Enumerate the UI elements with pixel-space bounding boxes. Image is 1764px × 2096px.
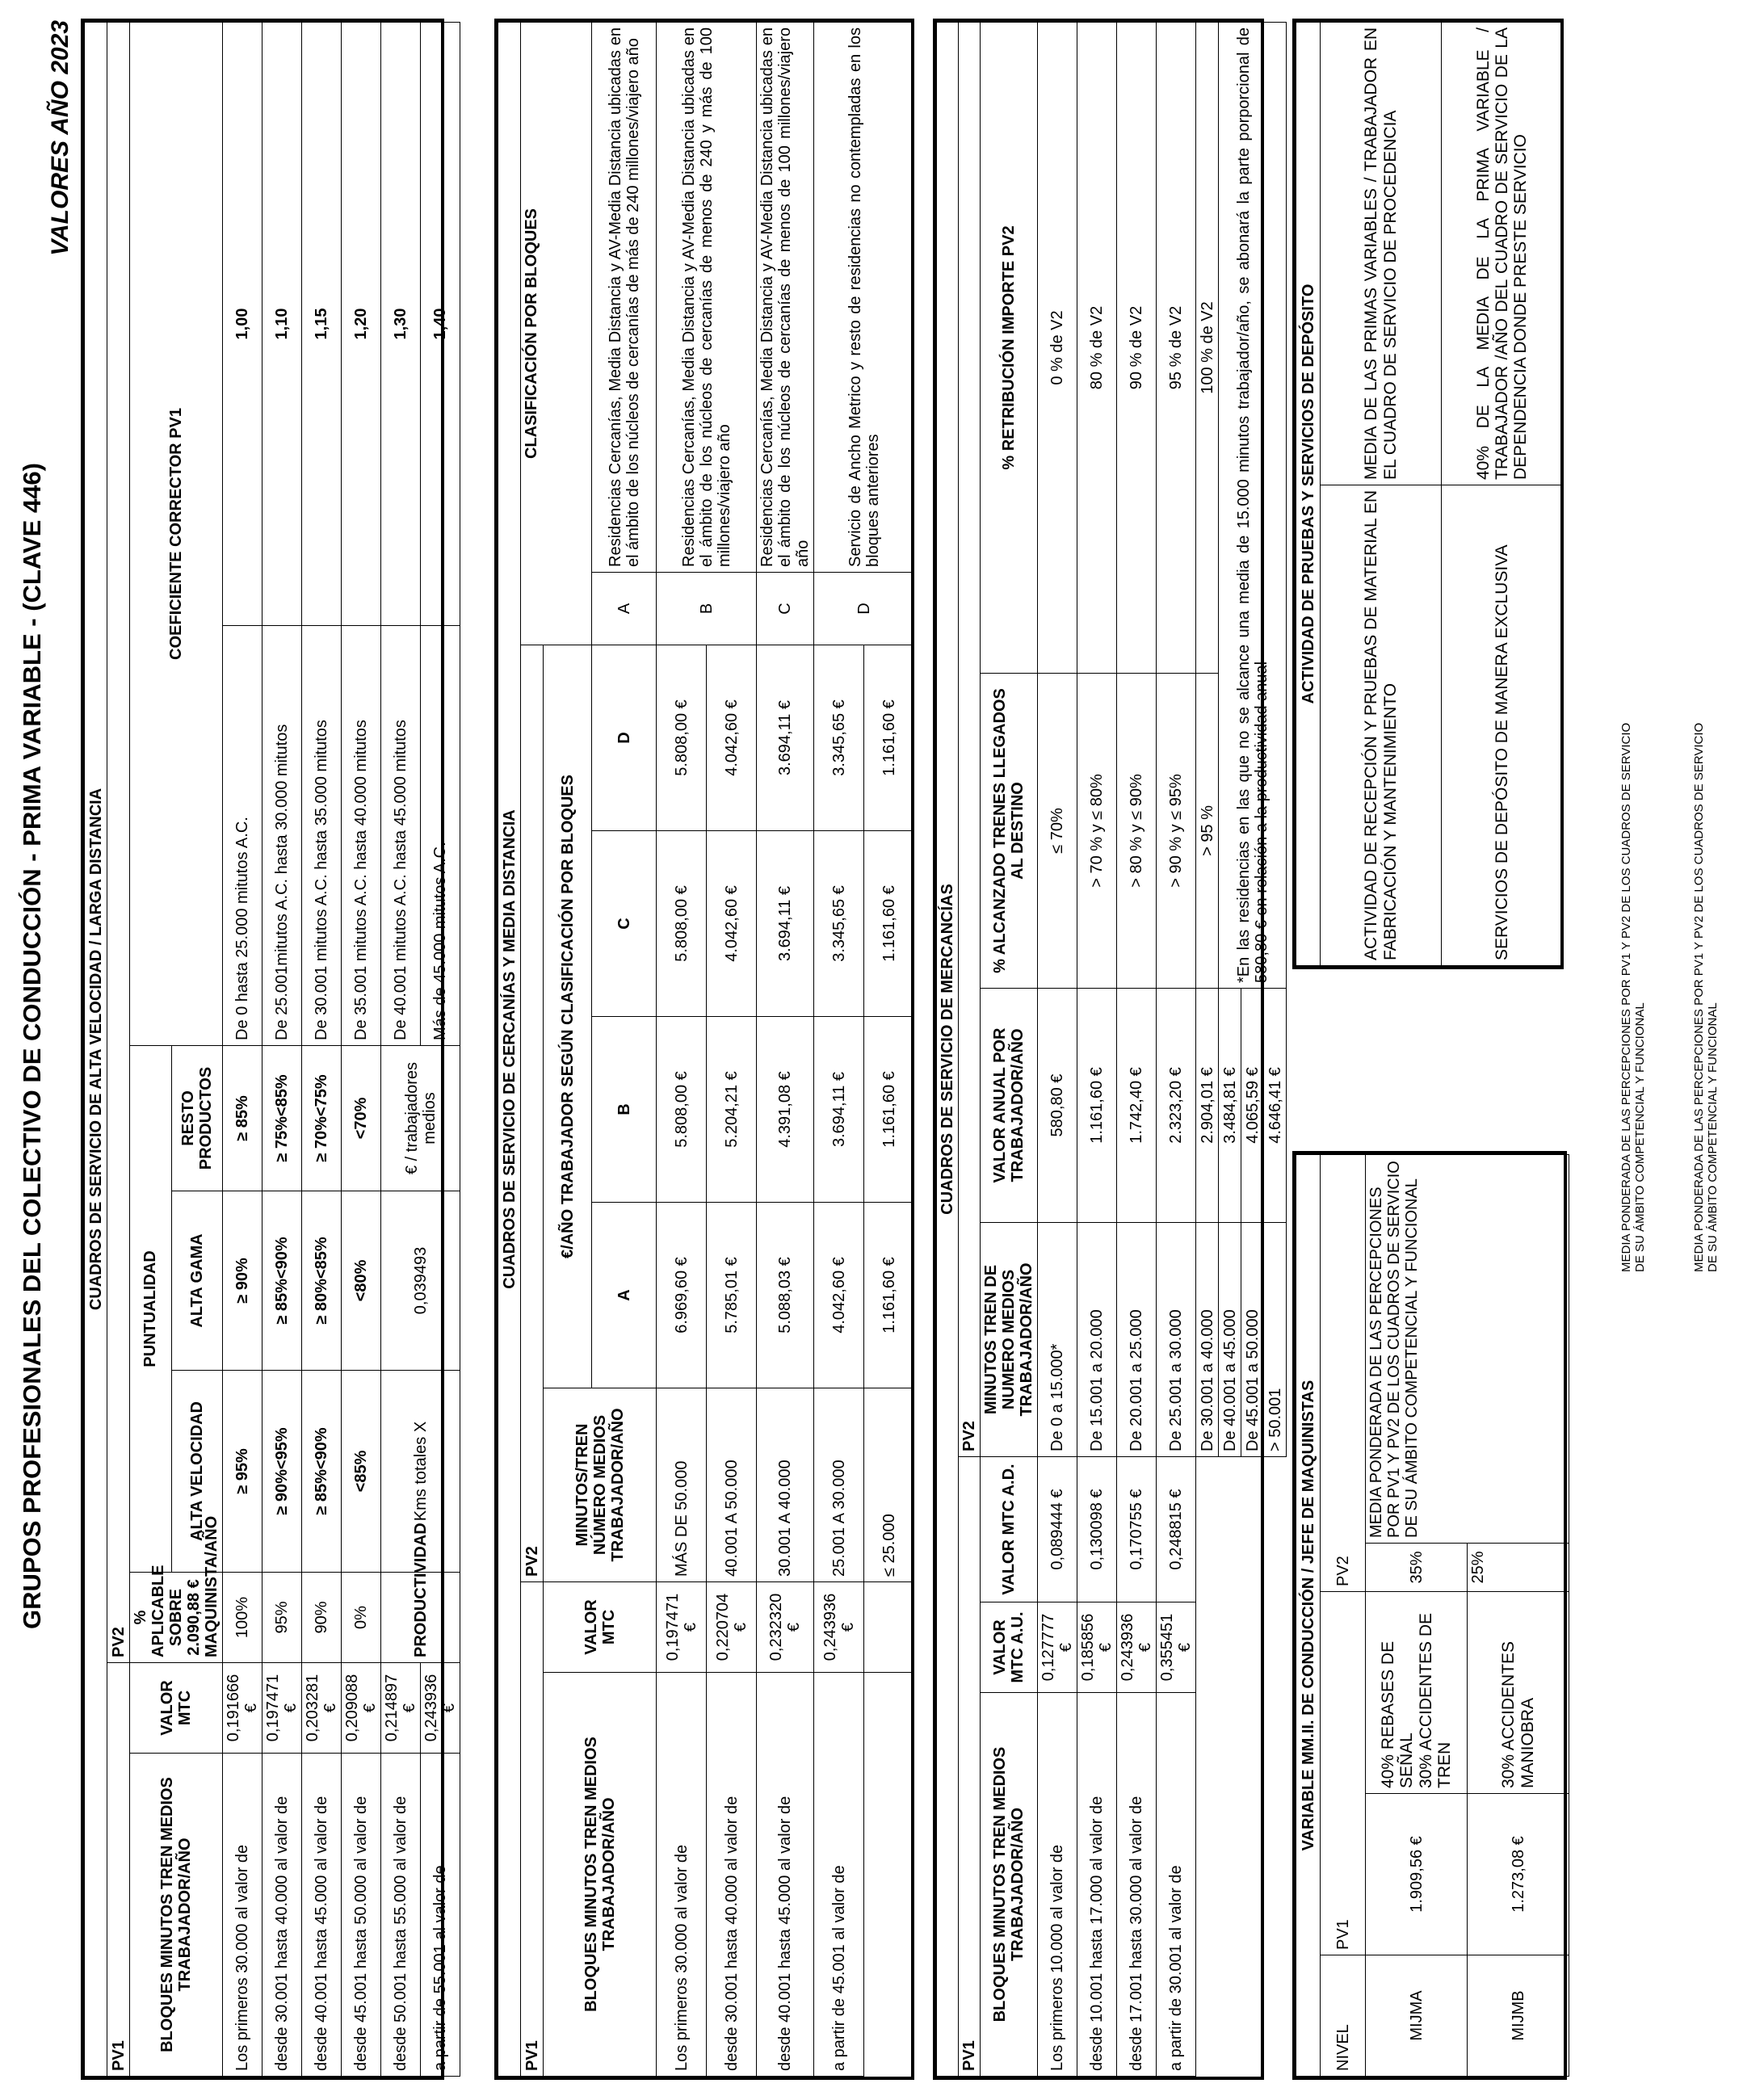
act-row bbox=[1442, 23, 1563, 966]
cer-val-b: 1.161,60 € bbox=[864, 1017, 914, 1203]
av-resto: <70% bbox=[342, 1046, 381, 1191]
merc-pv1-label: PV1 bbox=[959, 1457, 981, 2077]
merc-valor-ad: 0,170755 € bbox=[1117, 1457, 1157, 1602]
mercancias-section bbox=[933, 19, 1284, 2080]
av-alta-gama: <80% bbox=[342, 1191, 381, 1371]
av-alta-velocidad: <85% bbox=[342, 1371, 381, 1573]
merc-anual: 4.646,41 € bbox=[1264, 989, 1287, 1223]
merc-minutos: De 0 a 15.000* bbox=[1038, 1223, 1077, 1457]
notes-block bbox=[1619, 707, 1764, 1272]
cer-val-c: 3.694,11 € bbox=[757, 831, 814, 1017]
merc-retrib: 90 % de V2 bbox=[1117, 23, 1157, 674]
cer-minutos: MÁS DE 50.000 bbox=[657, 1388, 707, 1582]
cer-header-valor: VALOR MTC bbox=[544, 1582, 657, 1673]
av-coef-desc: De 35.001 mitutos A.C. hasta 40.000 mitutos bbox=[342, 626, 381, 1046]
merc-header-alcanzado: % ALCANZADO TRENES LLEGADOS AL DESTINO bbox=[981, 674, 1038, 989]
av-row bbox=[223, 23, 262, 2077]
act-banner: ACTIVIDAD DE PRUEBAS Y SERVICIOS DE DEPÓSITO bbox=[1296, 23, 1321, 966]
merc-retrib: 100 % de V2 bbox=[1196, 23, 1219, 674]
av-productividad-label: PRODUCTIVIDAD bbox=[381, 1573, 460, 1663]
act-left: ACTIVIDAD DE RECEPCIÓN Y PRUEBAS DE MATERIAL EN FABRICACIÓN Y MANTENIMIENTO bbox=[1321, 485, 1442, 966]
cer-clasif-letter: B bbox=[657, 573, 757, 645]
cer-clasif-letter: A bbox=[592, 573, 657, 645]
av-alta-velocidad: ≥ 90%<95% bbox=[262, 1371, 302, 1573]
av-bloque: a partir de 55.001 al valor de bbox=[421, 1754, 460, 2077]
av-valor: 0,191666 € bbox=[223, 1663, 262, 1754]
merc-valor-au: 0,355451 € bbox=[1157, 1602, 1196, 1693]
cer-valor: 0,243936 € bbox=[814, 1582, 864, 1673]
jefe-item: 30% ACCIDENTES MANIOBRA bbox=[1499, 1640, 1537, 1788]
merc-header-valor-au: VALOR MTC A.U. bbox=[981, 1602, 1038, 1693]
cer-minutos: ≤ 25.000 bbox=[864, 1388, 914, 1582]
merc-alcanzado: > 95 % bbox=[1196, 674, 1219, 989]
cer-val-c: 1.161,60 € bbox=[864, 831, 914, 1017]
merc-minutos: De 40.001 a 45.000 bbox=[1219, 1223, 1241, 1457]
cer-val-d: 3.345,65 € bbox=[814, 645, 864, 831]
cer-val-a: 5.785,01 € bbox=[707, 1203, 757, 1388]
merc-anual: 580,80 € bbox=[1038, 989, 1077, 1223]
jefe-amount: 1.273,08 € bbox=[1468, 1794, 1569, 1955]
merc-anual: 2.323,20 € bbox=[1157, 989, 1196, 1223]
page-title: GRUPOS PROFESIONALES DEL COLECTIVO DE CONDUCCIÓN - PRIMA VARIABLE - (CLAVE 446) bbox=[18, 463, 46, 1629]
merc-bloque: Los primeros 10.000 al valor de bbox=[1038, 1693, 1077, 2077]
merc-bloque: desde 17.001 hasta 30.000 al valor de bbox=[1117, 1693, 1157, 2077]
jefe-pct: 35% bbox=[1366, 1544, 1468, 1592]
av-pv2-label: PV2 bbox=[107, 23, 130, 1663]
av-banner: CUADROS DE SERVICIO DE ALTA VELOCIDAD / LARGA DISTANCIA bbox=[85, 23, 107, 2077]
merc-row bbox=[1157, 23, 1196, 2077]
merc-valor-ad: 0,248815 € bbox=[1157, 1457, 1196, 1602]
cer-val-a: 6.969,60 € bbox=[657, 1203, 707, 1388]
cer-clasif-letter: D bbox=[814, 573, 914, 645]
jefe-pv1-label: PV1 bbox=[1321, 1592, 1366, 1955]
av-header-alta-velocidad: ALTA VELOCIDAD bbox=[171, 1371, 222, 1573]
cer-val-b: 5.204,21 € bbox=[707, 1017, 757, 1203]
merc-alcanzado: ≤ 70% bbox=[1038, 674, 1077, 989]
act-left: SERVICIOS DE DEPÓSITO DE MANERA EXCLUSIVA bbox=[1442, 485, 1563, 966]
merc-row bbox=[1117, 23, 1157, 2077]
av-bloque: desde 40.001 hasta 45.000 al valor de bbox=[302, 1754, 342, 2077]
cer-minutos: 40.001 A 50.000 bbox=[707, 1388, 757, 1582]
cer-val-d: 5.808,00 € bbox=[657, 645, 707, 831]
jefe-nivel-header: NIVEL bbox=[1321, 1955, 1366, 2077]
av-pct: 0% bbox=[342, 1573, 381, 1663]
av-alta-gama: ≥ 85%<90% bbox=[262, 1191, 302, 1371]
merc-pv2-label: PV2 bbox=[959, 23, 981, 1457]
cer-pv1-label: PV1 bbox=[521, 1582, 544, 2077]
cer-clasif-letter: C bbox=[757, 573, 814, 645]
cer-header-b: B bbox=[592, 1017, 657, 1203]
merc-valor-au: 0,243936 € bbox=[1117, 1602, 1157, 1693]
cer-val-a: 1.161,60 € bbox=[864, 1203, 914, 1388]
jefe-item: 40% REBASES DE SEÑAL bbox=[1379, 1640, 1417, 1788]
av-row bbox=[342, 23, 381, 2077]
merc-row bbox=[1077, 23, 1117, 2077]
merc-alcanzado: > 70 % y ≤ 80% bbox=[1077, 674, 1117, 989]
av-alta-gama: ≥ 80%<85% bbox=[302, 1191, 342, 1371]
av-bloque: desde 45.001 hasta 50.000 al valor de bbox=[342, 1754, 381, 2077]
merc-valor-au: 0,127777 € bbox=[1038, 1602, 1077, 1693]
cer-val-c: 4.042,60 € bbox=[707, 831, 757, 1017]
av-alta-velocidad: ≥ 95% bbox=[223, 1371, 262, 1573]
av-coef-desc: De 0 hasta 25.000 mitutos A.C. bbox=[223, 626, 262, 1046]
cer-minutos: 25.001 A 30.000 bbox=[814, 1388, 864, 1582]
merc-header-retrib: % RETRIBUCIÓN IMPORTE PV2 bbox=[981, 23, 1038, 674]
cer-val-b: 3.694,11 € bbox=[814, 1017, 864, 1203]
cer-header-d: D bbox=[592, 645, 657, 831]
merc-anual: 4.065,59 € bbox=[1241, 989, 1264, 1223]
cer-val-d: 4.042,60 € bbox=[707, 645, 757, 831]
merc-row bbox=[1038, 23, 1077, 2077]
av-alta-velocidad: ≥ 85%<90% bbox=[302, 1371, 342, 1573]
cer-val-b: 5.808,00 € bbox=[657, 1017, 707, 1203]
cer-clasif-text: Residencias Cercanías, Media Distancia y AV-Media Distancia ubicadas en el ámbito de los núcleos de cercanías de más de 240 millones/viajero año bbox=[592, 23, 657, 573]
merc-anual: 1.161,60 € bbox=[1077, 989, 1117, 1223]
cer-clasif-text: Residencias Cercanías, Media Distancia y AV-Media Distancia ubicadas en el ámbito de los núcleos de cercanías de menos de 100 millones/viajero año bbox=[757, 23, 814, 573]
av-pv1-label: PV1 bbox=[107, 1663, 130, 2077]
av-header-alta-gama: ALTA GAMA bbox=[171, 1191, 222, 1371]
merc-note: *En las residencias en las que no se alcance una media de 15.000 minutos trabajador/año, se abonará la parte porporcional de 580,80 € en relación a la productividad anual bbox=[1219, 23, 1287, 989]
av-productividad-unit: € / trabajadores medios bbox=[381, 1046, 460, 1191]
cercanias-section bbox=[494, 19, 914, 2080]
cer-header-eur: €/AÑO TRABAJADOR SEGÚN CLASIFICACIÓN POR BLOQUES bbox=[544, 645, 592, 1388]
cer-val-d: 1.161,60 € bbox=[864, 645, 914, 831]
av-coef-value: 1,15 bbox=[302, 23, 342, 626]
merc-bloque: a partir de 30.001 al valor de bbox=[1157, 1693, 1196, 2077]
merc-minutos: De 25.001 a 30.000 bbox=[1157, 1223, 1196, 1457]
merc-bloque: desde 10.001 hasta 17.000 al valor de bbox=[1077, 1693, 1117, 2077]
cer-header-clasif: CLASIFICACIÓN POR BLOQUES bbox=[521, 23, 592, 645]
jefe-item: 30% ACCIDENTES DE TREN bbox=[1416, 1612, 1454, 1788]
merc-retrib: 95 % de V2 bbox=[1157, 23, 1196, 674]
av-coef-value: 1,30 bbox=[381, 23, 421, 626]
av-resto: ≥ 85% bbox=[223, 1046, 262, 1191]
note-text: MEDIA PONDERADA DE LAS PERCEPCIONES POR PV1 Y PV2 DE LOS CUADROS DE SERVICIO DE SU ÁMBITO COMPETENCIAL Y FUNCIONAL bbox=[1691, 722, 1720, 1272]
av-alta-gama: ≥ 90% bbox=[223, 1191, 262, 1371]
cer-val-c: 3.345,65 € bbox=[814, 831, 864, 1017]
jefe-maquinistas-section bbox=[1292, 1151, 1567, 2080]
merc-retrib: 0 % de V2 bbox=[1038, 23, 1077, 674]
cer-val-d: 3.694,11 € bbox=[757, 645, 814, 831]
cer-valor: 0,220704 € bbox=[707, 1582, 757, 1673]
cer-val-b: 4.391,08 € bbox=[757, 1017, 814, 1203]
av-coef-value: 1,20 bbox=[342, 23, 381, 626]
jefe-banner: VARIABLE MM.II. DE CONDUCCIÓN / JEFE DE MAQUINISTAS bbox=[1296, 1155, 1321, 2077]
merc-minutos: De 45.001 a 50.000 bbox=[1241, 1223, 1264, 1457]
av-coef-value: 1,40 bbox=[421, 23, 460, 626]
av-valor: 0,214897 € bbox=[381, 1663, 421, 1754]
cer-clasif-text: Residencias Cercanías, Media Distancia y AV-Media Distancia ubicadas en el ámbito de los núcleos de cercanías de menos de 240 y más de 100 millones/viajero año bbox=[657, 23, 757, 573]
merc-header-bloques: BLOQUES MINUTOS TREN MEDIOS TRABAJADOR/AÑO bbox=[981, 1693, 1038, 2077]
cer-bloque: Los primeros 30.000 al valor de bbox=[657, 1673, 707, 2077]
cer-header-bloques: BLOQUES MINUTOS TREN MEDIOS TRABAJADOR/AÑO bbox=[544, 1673, 657, 2077]
cer-row bbox=[814, 23, 864, 2077]
cer-row bbox=[657, 23, 707, 2077]
av-header-puntualidad: PUNTUALIDAD bbox=[130, 1046, 172, 1573]
act-right: 40% DE LA MEDIA DE LA PRIMA VARIABLE / TRABAJADOR /AÑO DEL CUADRO DE SERVICIO DE LA DEPENDENCIA DONDE PRESTE SERVICIO bbox=[1442, 23, 1563, 485]
cer-header-a: A bbox=[592, 1203, 657, 1388]
cer-valor: 0,197471 € bbox=[657, 1582, 707, 1673]
av-bloque: Los primeros 30.000 al valor de bbox=[223, 1754, 262, 2077]
merc-valor-au: 0,185856 € bbox=[1077, 1602, 1117, 1693]
av-bloque: desde 50.001 hasta 55.000 al valor de bbox=[381, 1754, 421, 2077]
year-label: VALORES AÑO 2023 bbox=[47, 20, 74, 256]
merc-retrib: 80 % de V2 bbox=[1077, 23, 1117, 674]
av-valor: 0,243936 € bbox=[421, 1663, 460, 1754]
av-coef-desc: De 25.001mitutos A.C. hasta 30.000 mitutos bbox=[262, 626, 302, 1046]
av-pct: 100% bbox=[223, 1573, 262, 1663]
merc-valor-ad: 0,130098 € bbox=[1077, 1457, 1117, 1602]
cer-minutos: 30.001 A 40.000 bbox=[757, 1388, 814, 1582]
jefe-pv2-text: MEDIA PONDERADA DE LAS PERCEPCIONES POR PV1 Y PV2 DE LOS CUADROS DE SERVICIO DE SU ÁMBITO COMPETENCIAL Y FUNCIONAL bbox=[1366, 1155, 1569, 1544]
av-valor: 0,209088 € bbox=[342, 1663, 381, 1754]
av-header-coef: COEFICIENTE CORRECTOR PV1 bbox=[130, 23, 223, 1046]
av-coef-desc: Más de 45.000 mitutos A.C. bbox=[421, 626, 460, 1046]
merc-header-anual: VALOR ANUAL POR TRABAJADOR/AÑO bbox=[981, 989, 1038, 1223]
merc-anual: 2.904,01 € bbox=[1196, 989, 1219, 1223]
merc-minutos: De 15.001 a 20.000 bbox=[1077, 1223, 1117, 1457]
av-valor: 0,197471 € bbox=[262, 1663, 302, 1754]
av-coef-desc: De 40.001 mitutos A.C. hasta 45.000 mitutos bbox=[381, 626, 421, 1046]
cer-banner: CUADROS DE SERVICIO DE CERCANÍAS Y MEDIA DISTANCIA bbox=[498, 23, 521, 2077]
merc-minutos: De 30.001 a 40.000 bbox=[1196, 1223, 1219, 1457]
cer-bloque: desde 40.001 hasta 45.000 al valor de bbox=[757, 1673, 814, 2077]
cer-val-a: 5.088,03 € bbox=[757, 1203, 814, 1388]
act-right: MEDIA DE LAS PRIMAS VARIABLES / TRABAJADOR EN EL CUADRO DE SERVICIO DE PROCEDENCIA bbox=[1321, 23, 1442, 485]
jefe-row bbox=[1366, 1155, 1468, 2077]
note-text: MEDIA PONDERADA DE LAS PERCEPCIONES POR PV1 Y PV2 DE LOS CUADROS DE SERVICIO DE SU ÁMBITO COMPETENCIAL Y FUNCIONAL bbox=[1619, 722, 1648, 1272]
av-productividad-factor: 0,039493 bbox=[381, 1191, 460, 1371]
cer-clasif-text: Servicio de Ancho Metrico y resto de residencias no contempladas en los bloques anteriores bbox=[814, 23, 914, 573]
merc-row bbox=[1196, 23, 1219, 2077]
cer-val-c: 5.808,00 € bbox=[657, 831, 707, 1017]
av-bloque: desde 30.001 hasta 40.000 al valor de bbox=[262, 1754, 302, 2077]
cer-header-minutos: MINUTOS/TREN NÚMERO MEDIOS TRABAJADOR/AÑO bbox=[544, 1388, 657, 1582]
av-row bbox=[302, 23, 342, 2077]
actividad-section bbox=[1292, 19, 1564, 969]
av-header-resto: RESTO PRODUCTOS bbox=[171, 1046, 222, 1191]
av-header-aplicable: % APLICABLE SOBRE 2.090,88 € MAQUINISTA/AÑO bbox=[130, 1573, 223, 1663]
cer-row bbox=[757, 23, 814, 2077]
jefe-nivel: MIJMB bbox=[1468, 1955, 1569, 2077]
cer-val-a: 4.042,60 € bbox=[814, 1203, 864, 1388]
merc-minutos: De 20.001 a 25.000 bbox=[1117, 1223, 1157, 1457]
av-valor: 0,203281 € bbox=[302, 1663, 342, 1754]
jefe-pct: 25% bbox=[1468, 1544, 1569, 1592]
av-pct: 90% bbox=[302, 1573, 342, 1663]
av-resto: ≥ 75%<85% bbox=[262, 1046, 302, 1191]
merc-banner: CUADROS DE SERVICIO DE MERCANCÍAS bbox=[937, 23, 959, 2077]
av-productividad-kms: Kms totales X bbox=[381, 1371, 460, 1573]
merc-alcanzado: > 90 % y ≤ 95% bbox=[1157, 674, 1196, 989]
merc-anual: 1.742,40 € bbox=[1117, 989, 1157, 1223]
av-header-bloques: BLOQUES MINUTOS TREN MEDIOS TRABAJADOR/AÑO bbox=[130, 1754, 223, 2077]
av-row bbox=[381, 23, 421, 2077]
merc-header-valor-ad: VALOR MTC A.D. bbox=[981, 1457, 1038, 1602]
jefe-amount: 1.909,56 € bbox=[1366, 1794, 1468, 1955]
av-resto: ≥ 70%<75% bbox=[302, 1046, 342, 1191]
cer-bloque: desde 30.001 hasta 40.000 al valor de bbox=[707, 1673, 757, 2077]
cer-bloque: a partir de 45.001 al valor de bbox=[814, 1673, 864, 2077]
jefe-pv2-label: PV2 bbox=[1321, 1155, 1366, 1592]
jefe-nivel: MIJMA bbox=[1366, 1955, 1468, 2077]
cer-valor: 0,232320 € bbox=[757, 1582, 814, 1673]
alta-velocidad-section bbox=[81, 19, 458, 2080]
av-row bbox=[262, 23, 302, 2077]
merc-anual: 3.484,81 € bbox=[1219, 989, 1241, 1223]
av-coef-value: 1,10 bbox=[262, 23, 302, 626]
cer-pv2-label: PV2 bbox=[521, 645, 544, 1582]
act-row bbox=[1321, 23, 1442, 966]
merc-header-minutos: MINUTOS TREN DE NUMERO MEDIOS TRABAJADOR/AÑO bbox=[981, 1223, 1038, 1457]
merc-minutos: > 50.001 bbox=[1264, 1223, 1287, 1457]
av-header-valor: VALOR MTC bbox=[130, 1663, 223, 1754]
av-pct: 95% bbox=[262, 1573, 302, 1663]
merc-alcanzado: > 80 % y ≤ 90% bbox=[1117, 674, 1157, 989]
merc-valor-ad: 0,089444 € bbox=[1038, 1457, 1077, 1602]
av-coef-desc: De 30.001 mitutos A.C. hasta 35.000 mitutos bbox=[302, 626, 342, 1046]
av-coef-value: 1,00 bbox=[223, 23, 262, 626]
cer-header-c: C bbox=[592, 831, 657, 1017]
